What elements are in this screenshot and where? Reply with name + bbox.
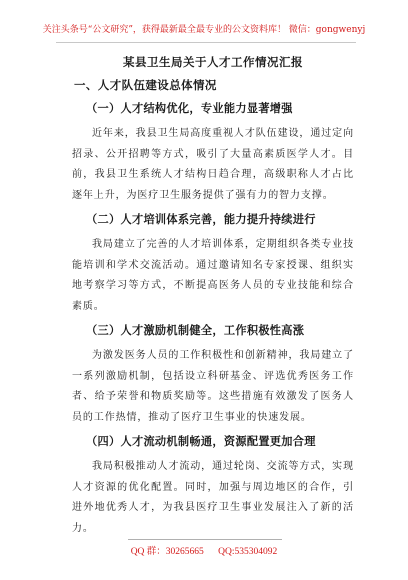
footer-qq-group: QQ 群：30265665 (130, 547, 204, 557)
header-banner: 关注头条号“公文研究”，获得最新最全最专业的公文资料库！ 微信：gongwenyj (42, 25, 366, 35)
document-body (72, 54, 354, 544)
header-divider (56, 42, 356, 43)
document-title: 某县卫生局关于人才工作情况汇报 (123, 55, 303, 69)
subsection-heading-1: （一）人才结构优化，专业能力显著增强 (86, 101, 293, 115)
paragraph-2: 我局建立了完善的人才培训体系，定期组织各类专业技能培训和学术交流活动。通过邀请知名专家授课、组织实地考察学习等方式，不断提高医务人员的专业技能和综合素质。 (72, 239, 354, 312)
paragraph-4: 我局积极推动人才流动，通过轮岗、交流等方式，实现人才资源的优化配置。同时，加强与周边地区的合作，引进外地优秀人才，为我县医疗卫生事业发展注入了新的活力。 (72, 461, 354, 534)
subsection-heading-4: （四）人才流动机制畅通，资源配置更加合理 (86, 434, 316, 448)
paragraph-3: 为激发医务人员的工作积极性和创新精神，我局建立了一系列激励机制，包括设立科研基金、评选优秀医务工作者、给予荣誉和物质奖励等。这些措施有效激发了医务人员的工作热情，推动了医疗卫生事业的快速发展。 (72, 350, 354, 423)
footer-divider (128, 539, 282, 540)
footer (0, 543, 408, 557)
paragraph-1: 近年来，我县卫生局高度重视人才队伍建设，通过定向招录、公开招聘等方式，吸引了大量高素质医学人才。目前，我县卫生系统人才结构日趋合理，高级职称人才占比逐年上升，为医疗卫生服务提供了强有力的智力支撑。 (72, 128, 354, 201)
subsection-heading-2: （二）人才培训体系完善，能力提升持续进行 (86, 212, 316, 226)
subsection-heading-3: （三）人才激励机制健全，工作积极性高涨 (86, 323, 305, 337)
footer-qq-number: QQ:535304092 (218, 547, 278, 557)
section-heading: 一、人才队伍建设总体情况 (74, 78, 217, 92)
